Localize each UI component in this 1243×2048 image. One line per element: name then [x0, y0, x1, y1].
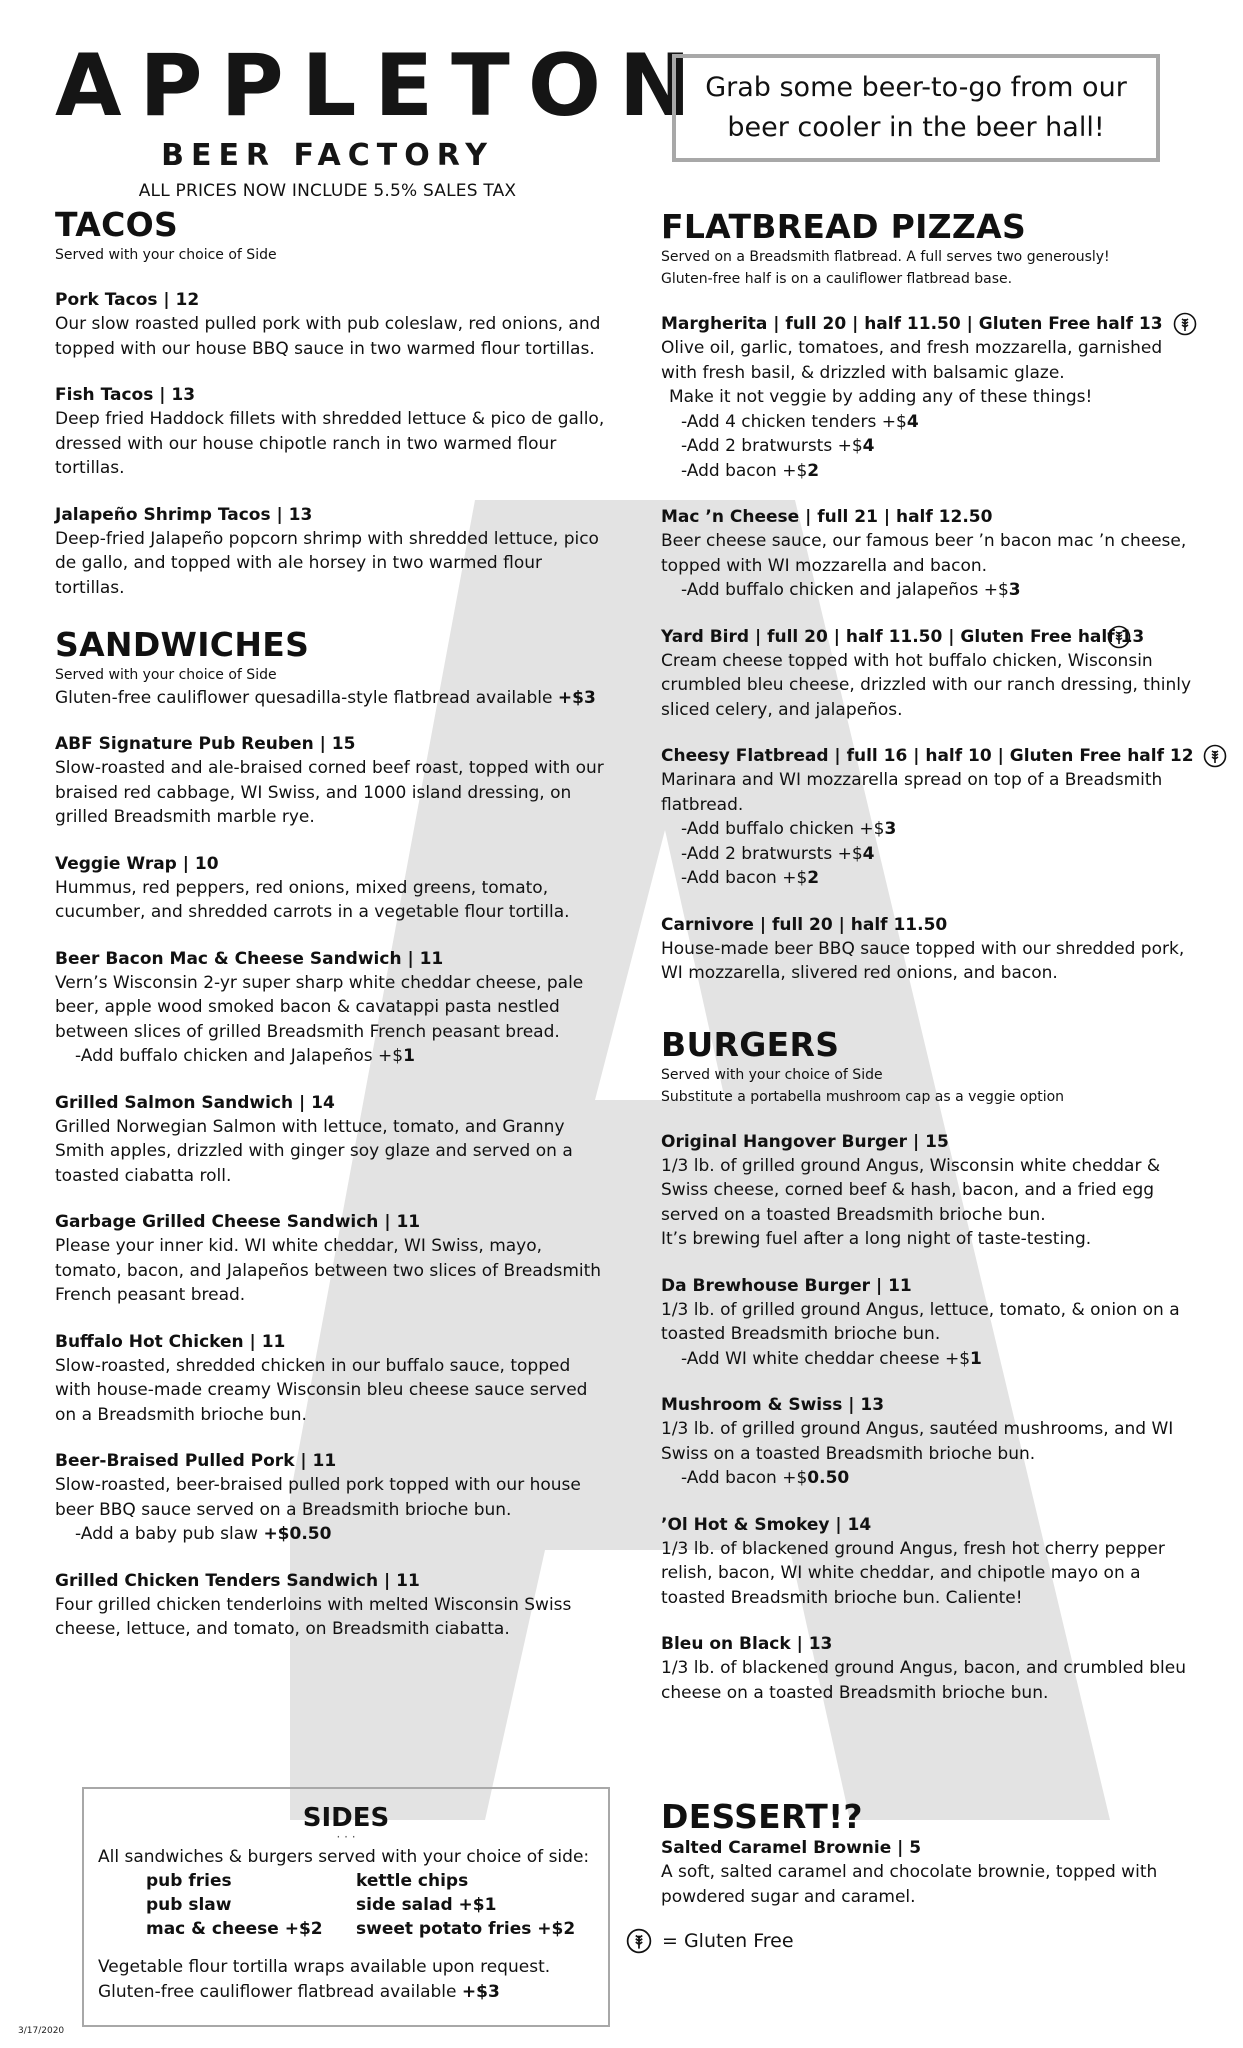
item-name: Margherita | full 20 | half 11.50 | Gluten Free half 13	[661, 314, 1163, 334]
section-note: Served with your choice of Side	[661, 1066, 883, 1083]
side-option: mac & cheese +$2	[146, 1919, 323, 1939]
menu-item	[661, 312, 1201, 483]
section-title-dessert: DESSERT!?	[661, 1797, 863, 1836]
menu-item	[661, 505, 1201, 603]
item-name: Da Brewhouse Burger | 11	[661, 1275, 912, 1296]
gluten-free-legend	[626, 1928, 794, 1954]
item-name: Grilled Salmon Sandwich | 14	[55, 1092, 335, 1113]
menu-item	[661, 1274, 1201, 1372]
item-name: Fish Tacos | 13	[55, 385, 196, 405]
addon-text: -Add buffalo chicken and jalapeños +$	[681, 580, 1009, 600]
addon-price: +$0.50	[263, 1524, 332, 1544]
sides-foot-line: Vegetable flour tortilla wraps available upon request.	[98, 1957, 551, 1977]
section-title-sandwiches: SANDWICHES	[55, 625, 310, 664]
item-desc: 1/3 lb. of blackened ground Angus, fresh hot cherry pepper relish, bacon, WI white cheddar, and chipotle mayo on a toasted Breadsmith brioche bun. Caliente!	[661, 1538, 1165, 1608]
gluten-free-icon	[626, 1928, 652, 1954]
sides-foot-price: +$3	[461, 1982, 500, 2002]
sides-footnote	[98, 1955, 594, 2005]
item-desc: Olive oil, garlic, tomatoes, and fresh mozzarella, garnished with fresh basil, & drizzled with balsamic glaze.	[661, 338, 1163, 383]
menu-item	[55, 1449, 605, 1547]
menu-item	[55, 288, 605, 361]
tax-note: ALL PRICES NOW INCLUDE 5.5% SALES TAX	[138, 181, 517, 201]
item-desc: House-made beer BBQ sauce topped with our shredded pork, WI mozzarella, slivered red onions, and bacon.	[661, 938, 1185, 983]
addon-text: -Add WI white cheddar cheese +$	[681, 1348, 971, 1369]
menu-item	[661, 1393, 1201, 1491]
item-addon	[55, 1522, 605, 1547]
section-note: Served with your choice of Side	[55, 667, 277, 683]
sides-foot-line	[98, 1980, 594, 2005]
section-note: Served with your choice of Side	[55, 247, 277, 263]
addon-price: 2	[807, 460, 820, 481]
item-addon	[661, 434, 1201, 459]
item-desc: Slow-roasted, shredded chicken in our buffalo sauce, topped with house-made creamy Wisconsin bleu cheese sauce served on a Breadsmith brioche bun.	[55, 1355, 588, 1425]
item-addon	[661, 1347, 1201, 1372]
side-option: sweet potato fries +$2	[356, 1919, 576, 1939]
section-title-sides: SIDES	[302, 1803, 390, 1833]
menu-item	[55, 732, 605, 830]
addon-text: -Add 2 bratwursts +$	[681, 843, 863, 864]
addon-price: 4	[862, 436, 875, 456]
menu-item	[661, 1632, 1201, 1705]
item-addon	[661, 817, 1201, 842]
addon-text: -Add buffalo chicken +$	[681, 819, 885, 839]
side-option: pub slaw	[146, 1895, 232, 1915]
item-desc: Grilled Norwegian Salmon with lettuce, tomato, and Granny Smith apples, drizzled with ginger soy glaze and served on a toasted ciabatta roll.	[55, 1116, 573, 1186]
menu-item	[55, 1091, 605, 1189]
item-name: Carnivore | full 20 | half 11.50	[661, 914, 948, 935]
side-option: side salad +$1	[356, 1895, 497, 1915]
section-title-burgers: BURGERS	[661, 1024, 840, 1064]
item-name: Garbage Grilled Cheese Sandwich | 11	[55, 1212, 421, 1232]
item-addon-intro: Make it not veggie by adding any of these things!	[669, 387, 1093, 407]
sides-divider-dots: · · ·	[336, 1830, 356, 1844]
menu-item	[661, 1513, 1201, 1611]
item-extra: It’s brewing fuel after a long night of taste-testing.	[661, 1229, 1092, 1249]
item-desc: 1/3 lb. of blackened ground Angus, bacon, and crumbled bleu cheese on a toasted Breadsmith brioche bun.	[661, 1658, 1186, 1703]
item-desc: Our slow roasted pulled pork with pub coleslaw, red onions, and topped with our house BBQ sauce in two warmed flour tortillas.	[55, 314, 601, 359]
gluten-free-icon	[1173, 312, 1197, 336]
item-desc: Slow-roasted and ale-braised corned beef roast, topped with our braised red cabbage, WI Swiss, and 1000 island dressing, on grilled Breadsmith marble rye.	[55, 758, 604, 827]
gluten-free-icon	[1107, 625, 1131, 649]
menu-date: 3/17/2020	[18, 2026, 65, 2036]
promo-box: Grab some beer-to-go from our beer cooler in the beer hall!	[672, 54, 1160, 162]
item-name: ABF Signature Pub Reuben | 15	[55, 734, 356, 754]
legend-text: = Gluten Free	[662, 1930, 794, 1952]
item-addon	[661, 842, 1201, 867]
menu-item	[55, 947, 605, 1069]
item-name: Pork Tacos | 12	[55, 290, 200, 310]
item-name: Cheesy Flatbread | full 16 | half 10 | Gluten Free half 12	[661, 746, 1194, 766]
item-name: Mac ’n Cheese | full 21 | half 12.50	[661, 507, 993, 527]
addon-price: 2	[807, 868, 820, 888]
item-desc: 1/3 lb. of grilled ground Angus, lettuce, tomato, & onion on a toasted Breadsmith brioche bun.	[661, 1299, 1180, 1344]
item-desc: Please your inner kid. WI white cheddar, WI Swiss, mayo, tomato, bacon, and Jalapeños between two slices of Breadsmith French peasant bread.	[55, 1236, 602, 1305]
section-note: Substitute a portabella mushroom cap as a veggie option	[661, 1088, 1065, 1105]
addon-price: 4	[906, 411, 919, 432]
item-name: Veggie Wrap | 10	[55, 853, 219, 874]
logo-main-text: APPLETON	[55, 36, 709, 136]
item-desc: Beer cheese sauce, our famous beer ’n bacon mac ’n cheese, topped with WI mozzarella and bacon.	[661, 531, 1187, 576]
addon-text: -Add bacon +$	[681, 460, 808, 481]
item-desc: Cream cheese topped with hot buffalo chicken, Wisconsin crumbled bleu cheese, drizzled with our ranch dressing, thinly sliced celery, and jalapeños.	[661, 650, 1192, 720]
menu-item	[55, 1569, 605, 1642]
gf-note-text: Gluten-free cauliflower quesadilla-style flatbread available	[55, 688, 558, 708]
item-desc: Four grilled chicken tenderloins with melted Wisconsin Swiss cheese, lettuce, and tomato, on Breadsmith ciabatta.	[55, 1594, 572, 1639]
item-desc: Vern’s Wisconsin 2-yr super sharp white cheddar cheese, pale beer, apple wood smoked bacon & cavatappi pasta nestled between slices of grilled Breadsmith French peasant bread.	[55, 972, 584, 1042]
addon-price: 0.50	[807, 1468, 850, 1488]
menu-item	[661, 913, 1201, 986]
sides-options	[146, 1869, 594, 1941]
menu-item	[661, 625, 1201, 723]
logo-sub-text: BEER FACTORY	[161, 138, 494, 173]
addon-text: -Add bacon +$	[681, 868, 808, 888]
gf-note-price: +$3	[557, 688, 596, 708]
menu-item	[661, 744, 1201, 891]
item-desc: Hummus, red peppers, red onions, mixed greens, tomato, cucumber, and shredded carrots in a vegetable flour tortilla.	[55, 877, 570, 922]
menu-item	[55, 503, 605, 601]
addon-price: 3	[884, 819, 897, 839]
item-desc: A soft, salted caramel and chocolate brownie, topped with powdered sugar and caramel.	[661, 1862, 1158, 1907]
item-name: Yard Bird | full 20 | half 11.50 | Gluten Free half 13	[661, 626, 1145, 647]
item-name: Beer-Braised Pulled Pork | 11	[55, 1451, 337, 1471]
item-addon	[661, 459, 1201, 484]
item-name: Original Hangover Burger | 15	[661, 1131, 949, 1152]
section-title-tacos: TACOS	[55, 205, 179, 244]
item-name: Mushroom & Swiss | 13	[661, 1395, 885, 1415]
item-desc: 1/3 lb. of grilled ground Angus, Wisconsin white cheddar & Swiss cheese, corned beef & hash, bacon, and a fried egg served on a toasted Breadsmith brioche bun.	[661, 1155, 1161, 1225]
addon-text: -Add buffalo chicken and Jalapeños +$	[75, 1046, 404, 1066]
left-column	[55, 206, 605, 1642]
item-desc: Deep fried Haddock fillets with shredded lettuce & pico de gallo, dressed with our house chipotle ranch in two warmed flour tortillas.	[55, 409, 605, 478]
addon-price: 3	[1008, 580, 1021, 600]
item-addon	[661, 578, 1201, 603]
sides-box	[82, 1787, 610, 2027]
menu-item	[55, 852, 605, 925]
item-name: Salted Caramel Brownie | 5	[661, 1838, 922, 1858]
item-name: Jalapeño Shrimp Tacos | 13	[55, 504, 313, 525]
sides-intro: All sandwiches & burgers served with your choice of side:	[98, 1847, 590, 1867]
item-desc: Slow-roasted, beer-braised pulled pork topped with our house beer BBQ sauce served on a Breadsmith brioche bun.	[55, 1475, 581, 1520]
item-name: Grilled Chicken Tenders Sandwich | 11	[55, 1570, 420, 1591]
addon-text: -Add a baby pub slaw	[75, 1524, 264, 1544]
dessert-section	[661, 1798, 1201, 1909]
right-column	[661, 208, 1201, 1705]
addon-text: -Add 4 chicken tenders +$	[681, 411, 907, 432]
addon-text: -Add 2 bratwursts +$	[681, 436, 863, 456]
menu-item	[55, 1210, 605, 1308]
item-addon	[661, 1466, 1201, 1491]
item-desc: Deep-fried Jalapeño popcorn shrimp with shredded lettuce, pico de gallo, and topped with ale horsey in two warmed flour tortillas.	[55, 528, 599, 598]
gluten-free-icon	[1203, 744, 1227, 768]
addon-price: 4	[862, 843, 875, 864]
addon-text: -Add bacon +$	[681, 1468, 808, 1488]
item-addon	[661, 866, 1201, 891]
sides-foot-text: Gluten-free cauliflower flatbread available	[98, 1982, 462, 2002]
addon-price: 1	[403, 1046, 415, 1066]
brand-logo	[55, 36, 709, 201]
item-name: Bleu on Black | 13	[661, 1634, 833, 1654]
item-name: Buffalo Hot Chicken | 11	[55, 1331, 286, 1352]
item-name: ’Ol Hot & Smokey | 14	[661, 1514, 872, 1535]
item-desc: 1/3 lb. of grilled ground Angus, sautéed mushrooms, and WI Swiss on a toasted Breadsmith brioche bun.	[661, 1419, 1174, 1464]
section-note: Gluten-free half is on a cauliflower flatbread base.	[661, 271, 1013, 287]
menu-item	[55, 1330, 605, 1428]
menu-item	[661, 1130, 1201, 1252]
section-title-pizzas: FLATBREAD PIZZAS	[661, 207, 1027, 246]
item-name: Beer Bacon Mac & Cheese Sandwich | 11	[55, 948, 444, 969]
section-note: Served on a Breadsmith flatbread. A full serves two generously!	[661, 249, 1110, 265]
menu-item	[55, 383, 605, 481]
item-addon	[55, 1044, 605, 1069]
side-option: pub fries	[146, 1871, 232, 1891]
side-option: kettle chips	[356, 1871, 469, 1891]
item-addon	[661, 410, 1201, 435]
item-desc: Marinara and WI mozzarella spread on top of a Breadsmith flatbread.	[661, 770, 1163, 815]
addon-price: 1	[970, 1348, 982, 1369]
gluten-free-note	[55, 686, 605, 710]
